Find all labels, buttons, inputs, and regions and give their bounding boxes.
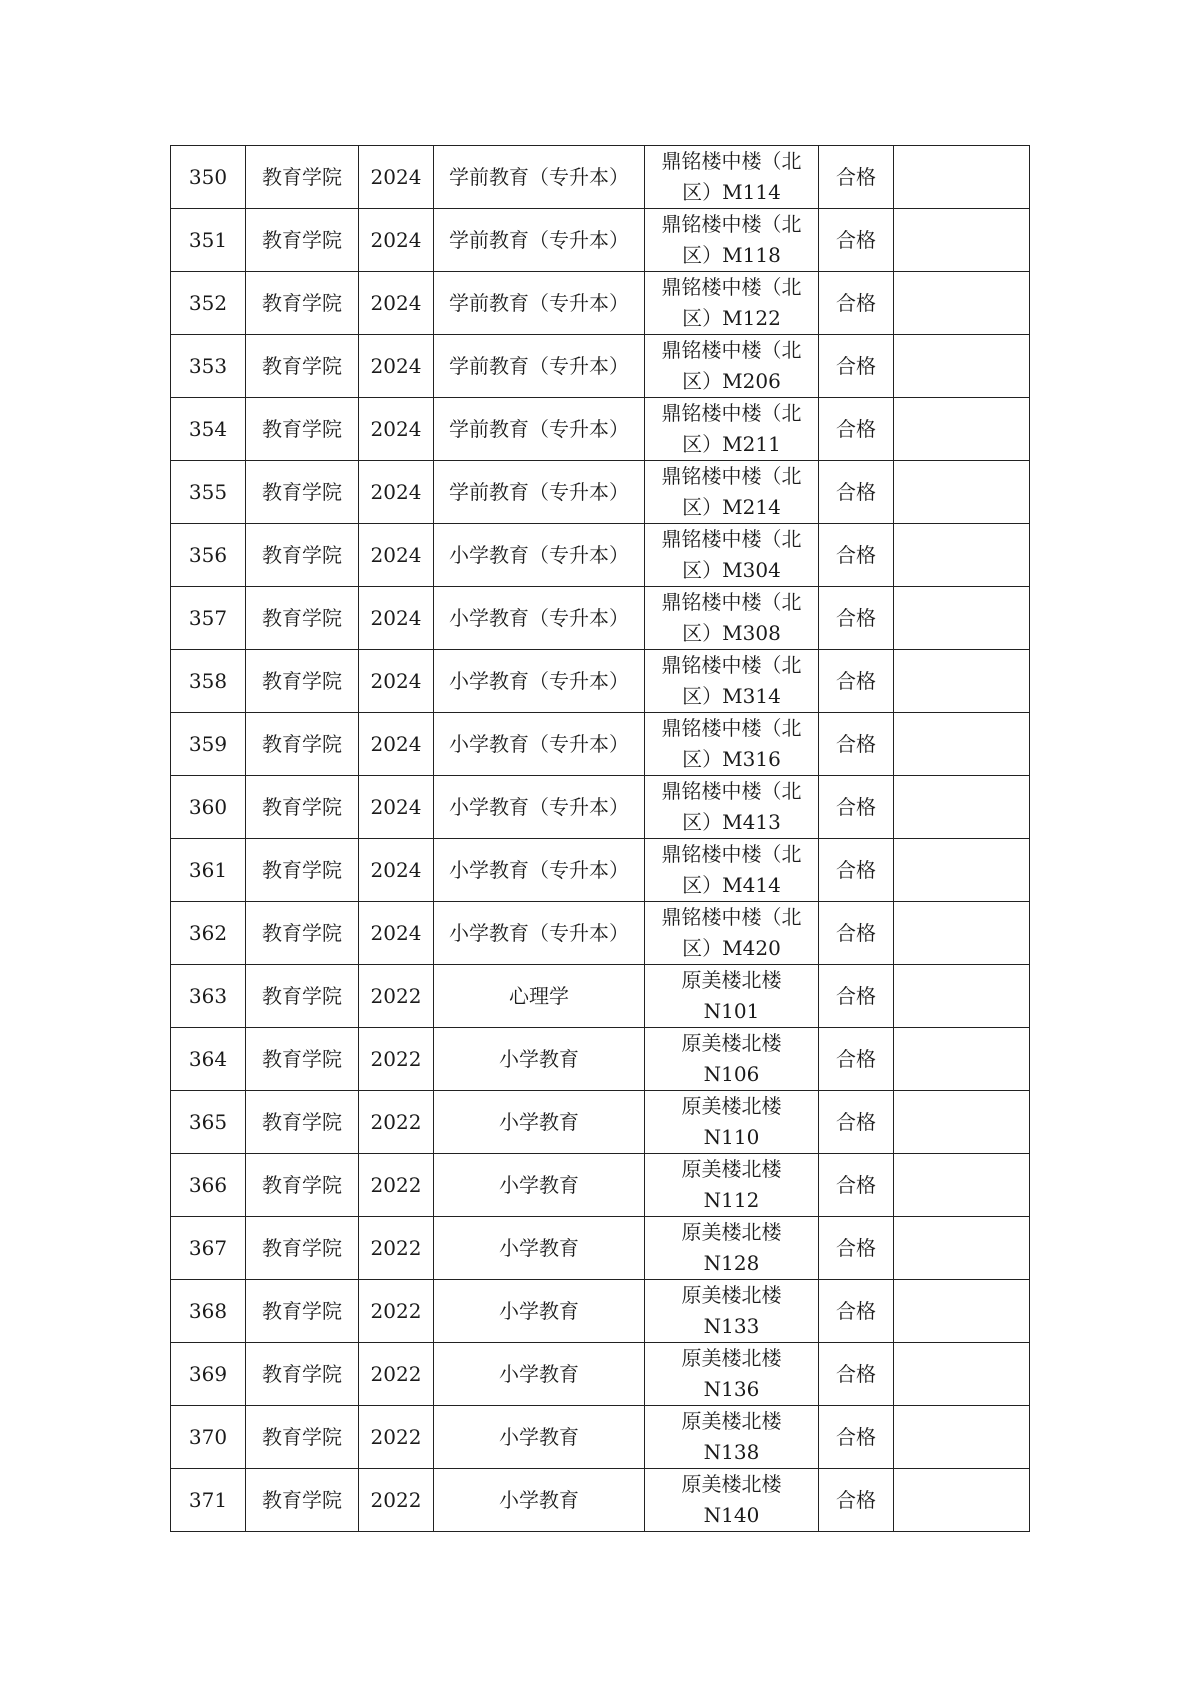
dorm-room-number: N136 bbox=[703, 1377, 760, 1401]
cell-college: 教育学院 bbox=[246, 1091, 359, 1154]
cell-college: 教育学院 bbox=[246, 713, 359, 776]
dorm-building: 原美楼北楼 bbox=[681, 1346, 782, 1370]
table-row bbox=[171, 398, 1030, 461]
cell-remarks bbox=[894, 1280, 1030, 1343]
dorm-building: 鼎铭楼中楼（北 bbox=[661, 905, 802, 929]
cell-dorm-room bbox=[645, 776, 819, 839]
dorm-building: 鼎铭楼中楼（北 bbox=[661, 527, 802, 551]
cell-grade-year: 2024 bbox=[359, 335, 434, 398]
dorm-building: 原美楼北楼 bbox=[681, 1031, 782, 1055]
cell-number: 369 bbox=[171, 1343, 246, 1406]
cell-grade-year: 2022 bbox=[359, 1406, 434, 1469]
cell-grade-year: 2022 bbox=[359, 1469, 434, 1532]
cell-number: 365 bbox=[171, 1091, 246, 1154]
cell-dorm-room bbox=[645, 1343, 819, 1406]
cell-result: 合格 bbox=[819, 1343, 894, 1406]
dorm-room-number: 区）M316 bbox=[682, 747, 781, 771]
cell-major: 小学教育 bbox=[434, 1406, 645, 1469]
cell-number: 371 bbox=[171, 1469, 246, 1532]
cell-result: 合格 bbox=[819, 713, 894, 776]
cell-remarks bbox=[894, 1469, 1030, 1532]
cell-number: 354 bbox=[171, 398, 246, 461]
dorm-building: 鼎铭楼中楼（北 bbox=[661, 653, 802, 677]
cell-result: 合格 bbox=[819, 1154, 894, 1217]
table-row bbox=[171, 524, 1030, 587]
cell-major: 小学教育（专升本） bbox=[434, 650, 645, 713]
cell-college: 教育学院 bbox=[246, 1343, 359, 1406]
cell-grade-year: 2024 bbox=[359, 839, 434, 902]
cell-dorm-room bbox=[645, 902, 819, 965]
cell-college: 教育学院 bbox=[246, 587, 359, 650]
cell-remarks bbox=[894, 524, 1030, 587]
dorm-room-number: 区）M420 bbox=[682, 936, 781, 960]
cell-dorm-room bbox=[645, 1217, 819, 1280]
cell-major: 学前教育（专升本） bbox=[434, 335, 645, 398]
cell-remarks bbox=[894, 398, 1030, 461]
cell-result: 合格 bbox=[819, 1406, 894, 1469]
table-row bbox=[171, 902, 1030, 965]
cell-major: 小学教育（专升本） bbox=[434, 839, 645, 902]
dorm-building: 原美楼北楼 bbox=[681, 1409, 782, 1433]
cell-result: 合格 bbox=[819, 209, 894, 272]
dorm-building: 鼎铭楼中楼（北 bbox=[661, 779, 802, 803]
table-row bbox=[171, 965, 1030, 1028]
cell-dorm-room bbox=[645, 1469, 819, 1532]
table-row bbox=[171, 1028, 1030, 1091]
cell-dorm-room bbox=[645, 1280, 819, 1343]
dorm-building: 鼎铭楼中楼（北 bbox=[661, 149, 802, 173]
cell-number: 362 bbox=[171, 902, 246, 965]
dorm-building: 鼎铭楼中楼（北 bbox=[661, 464, 802, 488]
cell-result: 合格 bbox=[819, 965, 894, 1028]
cell-major: 小学教育（专升本） bbox=[434, 713, 645, 776]
cell-remarks bbox=[894, 1154, 1030, 1217]
cell-college: 教育学院 bbox=[246, 1028, 359, 1091]
cell-grade-year: 2022 bbox=[359, 1154, 434, 1217]
cell-dorm-room bbox=[645, 1091, 819, 1154]
cell-number: 360 bbox=[171, 776, 246, 839]
cell-remarks bbox=[894, 1217, 1030, 1280]
cell-grade-year: 2024 bbox=[359, 209, 434, 272]
table-row bbox=[171, 776, 1030, 839]
cell-major: 小学教育 bbox=[434, 1028, 645, 1091]
dorm-building: 鼎铭楼中楼（北 bbox=[661, 590, 802, 614]
table-row bbox=[171, 1217, 1030, 1280]
cell-remarks bbox=[894, 1406, 1030, 1469]
dorm-room-number: 区）M206 bbox=[682, 369, 781, 393]
cell-college: 教育学院 bbox=[246, 902, 359, 965]
cell-dorm-room bbox=[645, 1028, 819, 1091]
cell-dorm-room bbox=[645, 209, 819, 272]
dorm-room-number: 区）M214 bbox=[682, 495, 781, 519]
cell-major: 学前教育（专升本） bbox=[434, 398, 645, 461]
dorm-room-number: 区）M314 bbox=[682, 684, 781, 708]
cell-dorm-room bbox=[645, 1406, 819, 1469]
cell-grade-year: 2022 bbox=[359, 965, 434, 1028]
dorm-building: 鼎铭楼中楼（北 bbox=[661, 338, 802, 362]
cell-grade-year: 2022 bbox=[359, 1217, 434, 1280]
cell-number: 356 bbox=[171, 524, 246, 587]
cell-remarks bbox=[894, 965, 1030, 1028]
cell-grade-year: 2022 bbox=[359, 1028, 434, 1091]
dorm-room-number: 区）M413 bbox=[682, 810, 781, 834]
cell-number: 351 bbox=[171, 209, 246, 272]
table-row bbox=[171, 650, 1030, 713]
cell-remarks bbox=[894, 209, 1030, 272]
cell-major: 心理学 bbox=[434, 965, 645, 1028]
cell-number: 358 bbox=[171, 650, 246, 713]
cell-number: 366 bbox=[171, 1154, 246, 1217]
cell-grade-year: 2024 bbox=[359, 776, 434, 839]
table-row bbox=[171, 335, 1030, 398]
table-row bbox=[171, 1280, 1030, 1343]
cell-remarks bbox=[894, 1091, 1030, 1154]
cell-grade-year: 2024 bbox=[359, 587, 434, 650]
cell-remarks bbox=[894, 1343, 1030, 1406]
cell-college: 教育学院 bbox=[246, 524, 359, 587]
table-row bbox=[171, 713, 1030, 776]
dorm-room-number: N112 bbox=[703, 1188, 760, 1212]
cell-grade-year: 2024 bbox=[359, 461, 434, 524]
cell-dorm-room bbox=[645, 398, 819, 461]
cell-remarks bbox=[894, 902, 1030, 965]
cell-number: 350 bbox=[171, 146, 246, 209]
dorm-room-number: 区）M308 bbox=[682, 621, 781, 645]
cell-remarks bbox=[894, 587, 1030, 650]
cell-result: 合格 bbox=[819, 1217, 894, 1280]
table-row bbox=[171, 839, 1030, 902]
cell-result: 合格 bbox=[819, 524, 894, 587]
cell-dorm-room bbox=[645, 839, 819, 902]
cell-major: 小学教育 bbox=[434, 1280, 645, 1343]
cell-college: 教育学院 bbox=[246, 1154, 359, 1217]
dorm-room-number: 区）M118 bbox=[682, 243, 781, 267]
dorm-building: 原美楼北楼 bbox=[681, 968, 782, 992]
cell-result: 合格 bbox=[819, 398, 894, 461]
cell-number: 370 bbox=[171, 1406, 246, 1469]
dorm-room-number: N133 bbox=[703, 1314, 760, 1338]
cell-major: 小学教育（专升本） bbox=[434, 524, 645, 587]
cell-dorm-room bbox=[645, 713, 819, 776]
dorm-room-number: N106 bbox=[703, 1062, 760, 1086]
dorm-room-number: N128 bbox=[703, 1251, 760, 1275]
dorm-room-number: 区）M304 bbox=[682, 558, 781, 582]
dorm-room-number: 区）M211 bbox=[682, 432, 781, 456]
cell-number: 361 bbox=[171, 839, 246, 902]
cell-college: 教育学院 bbox=[246, 398, 359, 461]
dorm-room-number: N110 bbox=[703, 1125, 760, 1149]
cell-result: 合格 bbox=[819, 839, 894, 902]
table-row bbox=[171, 272, 1030, 335]
cell-result: 合格 bbox=[819, 272, 894, 335]
cell-college: 教育学院 bbox=[246, 965, 359, 1028]
cell-dorm-room bbox=[645, 587, 819, 650]
table-row bbox=[171, 209, 1030, 272]
table-row bbox=[171, 461, 1030, 524]
cell-dorm-room bbox=[645, 965, 819, 1028]
cell-college: 教育学院 bbox=[246, 1406, 359, 1469]
cell-remarks bbox=[894, 335, 1030, 398]
dorm-building: 鼎铭楼中楼（北 bbox=[661, 212, 802, 236]
cell-result: 合格 bbox=[819, 776, 894, 839]
cell-college: 教育学院 bbox=[246, 650, 359, 713]
cell-result: 合格 bbox=[819, 1028, 894, 1091]
table-row bbox=[171, 1406, 1030, 1469]
cell-dorm-room bbox=[645, 524, 819, 587]
cell-grade-year: 2022 bbox=[359, 1280, 434, 1343]
cell-major: 学前教育（专升本） bbox=[434, 146, 645, 209]
cell-grade-year: 2022 bbox=[359, 1343, 434, 1406]
table-row bbox=[171, 1343, 1030, 1406]
dorm-room-number: N101 bbox=[703, 999, 760, 1023]
cell-remarks bbox=[894, 776, 1030, 839]
cell-college: 教育学院 bbox=[246, 1280, 359, 1343]
dorm-room-number: N140 bbox=[703, 1503, 760, 1527]
dorm-building: 原美楼北楼 bbox=[681, 1220, 782, 1244]
cell-result: 合格 bbox=[819, 1469, 894, 1532]
cell-number: 368 bbox=[171, 1280, 246, 1343]
cell-college: 教育学院 bbox=[246, 335, 359, 398]
cell-major: 学前教育（专升本） bbox=[434, 209, 645, 272]
cell-number: 355 bbox=[171, 461, 246, 524]
cell-remarks bbox=[894, 713, 1030, 776]
cell-grade-year: 2024 bbox=[359, 398, 434, 461]
cell-college: 教育学院 bbox=[246, 209, 359, 272]
cell-dorm-room bbox=[645, 461, 819, 524]
cell-major: 学前教育（专升本） bbox=[434, 272, 645, 335]
cell-number: 357 bbox=[171, 587, 246, 650]
cell-major: 小学教育 bbox=[434, 1469, 645, 1532]
cell-remarks bbox=[894, 650, 1030, 713]
cell-major: 小学教育 bbox=[434, 1154, 645, 1217]
dorm-room-number: 区）M122 bbox=[682, 306, 781, 330]
dorm-room-number: N138 bbox=[703, 1440, 760, 1464]
cell-number: 363 bbox=[171, 965, 246, 1028]
cell-number: 353 bbox=[171, 335, 246, 398]
cell-dorm-room bbox=[645, 335, 819, 398]
cell-grade-year: 2024 bbox=[359, 146, 434, 209]
cell-number: 367 bbox=[171, 1217, 246, 1280]
dorm-building: 鼎铭楼中楼（北 bbox=[661, 716, 802, 740]
table-row bbox=[171, 1469, 1030, 1532]
cell-major: 小学教育 bbox=[434, 1217, 645, 1280]
cell-grade-year: 2022 bbox=[359, 1091, 434, 1154]
cell-grade-year: 2024 bbox=[359, 272, 434, 335]
cell-number: 364 bbox=[171, 1028, 246, 1091]
cell-dorm-room bbox=[645, 272, 819, 335]
cell-major: 小学教育 bbox=[434, 1343, 645, 1406]
cell-grade-year: 2024 bbox=[359, 650, 434, 713]
table-body bbox=[171, 146, 1030, 1532]
cell-remarks bbox=[894, 1028, 1030, 1091]
cell-remarks bbox=[894, 272, 1030, 335]
cell-college: 教育学院 bbox=[246, 776, 359, 839]
table-row bbox=[171, 1091, 1030, 1154]
cell-dorm-room bbox=[645, 650, 819, 713]
dorm-building: 鼎铭楼中楼（北 bbox=[661, 275, 802, 299]
dorm-building: 原美楼北楼 bbox=[681, 1472, 782, 1496]
cell-college: 教育学院 bbox=[246, 461, 359, 524]
cell-grade-year: 2024 bbox=[359, 524, 434, 587]
cell-major: 小学教育（专升本） bbox=[434, 587, 645, 650]
table-row bbox=[171, 146, 1030, 209]
dorm-building: 原美楼北楼 bbox=[681, 1157, 782, 1181]
cell-grade-year: 2024 bbox=[359, 713, 434, 776]
cell-college: 教育学院 bbox=[246, 146, 359, 209]
cell-result: 合格 bbox=[819, 335, 894, 398]
cell-major: 小学教育（专升本） bbox=[434, 776, 645, 839]
cell-result: 合格 bbox=[819, 1091, 894, 1154]
cell-dorm-room bbox=[645, 146, 819, 209]
dorm-building: 原美楼北楼 bbox=[681, 1094, 782, 1118]
cell-major: 学前教育（专升本） bbox=[434, 461, 645, 524]
cell-remarks bbox=[894, 146, 1030, 209]
cell-result: 合格 bbox=[819, 587, 894, 650]
inspection-results-table bbox=[170, 145, 1030, 1532]
cell-college: 教育学院 bbox=[246, 1469, 359, 1532]
table-row bbox=[171, 587, 1030, 650]
dorm-building: 原美楼北楼 bbox=[681, 1283, 782, 1307]
cell-college: 教育学院 bbox=[246, 272, 359, 335]
cell-number: 359 bbox=[171, 713, 246, 776]
cell-result: 合格 bbox=[819, 902, 894, 965]
dorm-building: 鼎铭楼中楼（北 bbox=[661, 401, 802, 425]
dorm-room-number: 区）M114 bbox=[682, 180, 781, 204]
cell-result: 合格 bbox=[819, 146, 894, 209]
cell-major: 小学教育 bbox=[434, 1091, 645, 1154]
table-row bbox=[171, 1154, 1030, 1217]
cell-remarks bbox=[894, 839, 1030, 902]
dorm-building: 鼎铭楼中楼（北 bbox=[661, 842, 802, 866]
cell-result: 合格 bbox=[819, 1280, 894, 1343]
dorm-room-number: 区）M414 bbox=[682, 873, 781, 897]
cell-major: 小学教育（专升本） bbox=[434, 902, 645, 965]
cell-college: 教育学院 bbox=[246, 839, 359, 902]
cell-result: 合格 bbox=[819, 650, 894, 713]
cell-college: 教育学院 bbox=[246, 1217, 359, 1280]
cell-remarks bbox=[894, 461, 1030, 524]
cell-grade-year: 2024 bbox=[359, 902, 434, 965]
cell-number: 352 bbox=[171, 272, 246, 335]
cell-result: 合格 bbox=[819, 461, 894, 524]
cell-dorm-room bbox=[645, 1154, 819, 1217]
